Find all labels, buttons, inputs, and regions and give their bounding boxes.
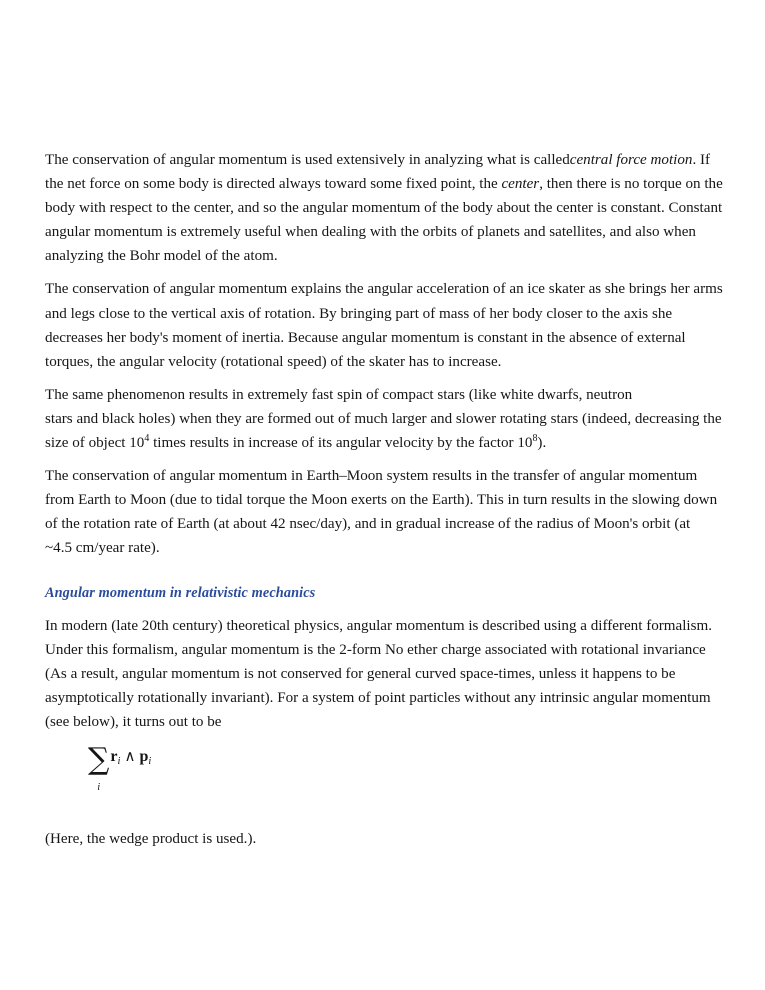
document-body xyxy=(45,148,723,851)
text-run: size of object 10 xyxy=(45,435,145,452)
vector-p-subscript: i xyxy=(148,755,152,767)
text-line: The same phenomenon results in extremely fast spin of compact stars (like white dwarfs, neutron xyxy=(45,386,633,403)
paragraph-central-force-motion xyxy=(45,148,723,268)
vector-r-subscript: i xyxy=(117,755,121,767)
text-line: and legs close to the vertical axis of rotation. By bringing part of mass of her body closer to the axis she xyxy=(45,305,673,322)
sum-index-label: i xyxy=(97,781,101,793)
angular-momentum-sum-formula xyxy=(88,741,152,793)
text-line: from Earth to Moon (due to tidal torque the Moon exerts on the Earth). This in turn results in the slowing down xyxy=(45,492,718,509)
paragraph-ice-skater xyxy=(45,277,723,373)
text-run: , then there is no torque on the xyxy=(539,176,723,193)
formula-block xyxy=(45,743,723,807)
summation-icon xyxy=(88,741,110,793)
text-line: In modern (late 20th century) theoretical physics, angular momentum is described using a different formalism. xyxy=(45,617,713,634)
sum-glyph: ∑ xyxy=(88,741,110,777)
text-line: (see below), it turns out to be xyxy=(45,713,222,730)
vector-r: r xyxy=(110,747,118,765)
text-line: Under this formalism, angular momentum is the 2-form No ether charge associated with rotational invariance xyxy=(45,641,706,658)
text-line: decreases her body's moment of inertia. Because angular momentum is constant in the absence of external xyxy=(45,329,686,346)
text-line xyxy=(45,172,723,196)
paragraph-relativistic-formalism xyxy=(45,614,723,734)
paragraph-earth-moon xyxy=(45,464,723,560)
text-run: . If xyxy=(692,152,711,168)
text-line: body with respect to the center, and so the angular momentum of the body about the center is constant. Constant xyxy=(45,200,723,217)
text-line: The conservation of angular momentum in Earth–Moon system results in the transfer of angular momentum xyxy=(45,468,698,485)
text-run: times results in increase of its angular velocity by the factor 10 xyxy=(149,435,533,452)
text-line: angular momentum is extremely useful when dealing with the orbits of planets and satellites, and also when xyxy=(45,224,696,241)
text-line: (As a result, angular momentum is not conserved for general curved space-times, unless it happens to be xyxy=(45,665,676,682)
superscript-exponent: 4 xyxy=(144,433,150,444)
text-line: torques, the angular velocity (rotational speed) of the skater has to increase. xyxy=(45,353,502,370)
text-line: analyzing the Bohr model of the atom. xyxy=(45,248,278,265)
paragraph-closing-note: (Here, the wedge product is used.). xyxy=(45,830,257,847)
paragraph-compact-stars xyxy=(45,383,723,455)
text-line: of the rotation rate of Earth (at about 42 nsec/day), and in gradual increase of the radius of Moon's orbit (at xyxy=(45,516,691,533)
text-run-italic: center xyxy=(501,176,540,193)
text-line: The conservation of angular momentum explains the angular acceleration of an ice skater as she brings her arms xyxy=(45,281,723,298)
text-run: The conservation of angular momentum is used extensively in analyzing what is called xyxy=(45,152,570,168)
text-run: ). xyxy=(537,435,547,452)
text-line: ~4.5 cm/year rate). xyxy=(45,540,160,557)
text-run: the net force on some body is directed always toward some fixed point, the xyxy=(45,176,502,193)
superscript-exponent: 8 xyxy=(532,433,538,444)
text-line xyxy=(45,148,723,172)
text-line: asymptotically rotationally invariant). For a system of point particles without any intrinsic angular momentum xyxy=(45,689,711,706)
text-line: stars and black holes) when they are formed out of much larger and slower rotating stars (indeed, decreasing the xyxy=(45,410,722,427)
text-run-italic: central force motion xyxy=(569,152,693,168)
text-line xyxy=(45,431,723,455)
wedge-product-icon: ∧ xyxy=(124,748,136,765)
section-heading-relativistic-mechanics: Angular momentum in relativistic mechanics xyxy=(45,584,316,601)
vector-p: p xyxy=(139,747,149,765)
